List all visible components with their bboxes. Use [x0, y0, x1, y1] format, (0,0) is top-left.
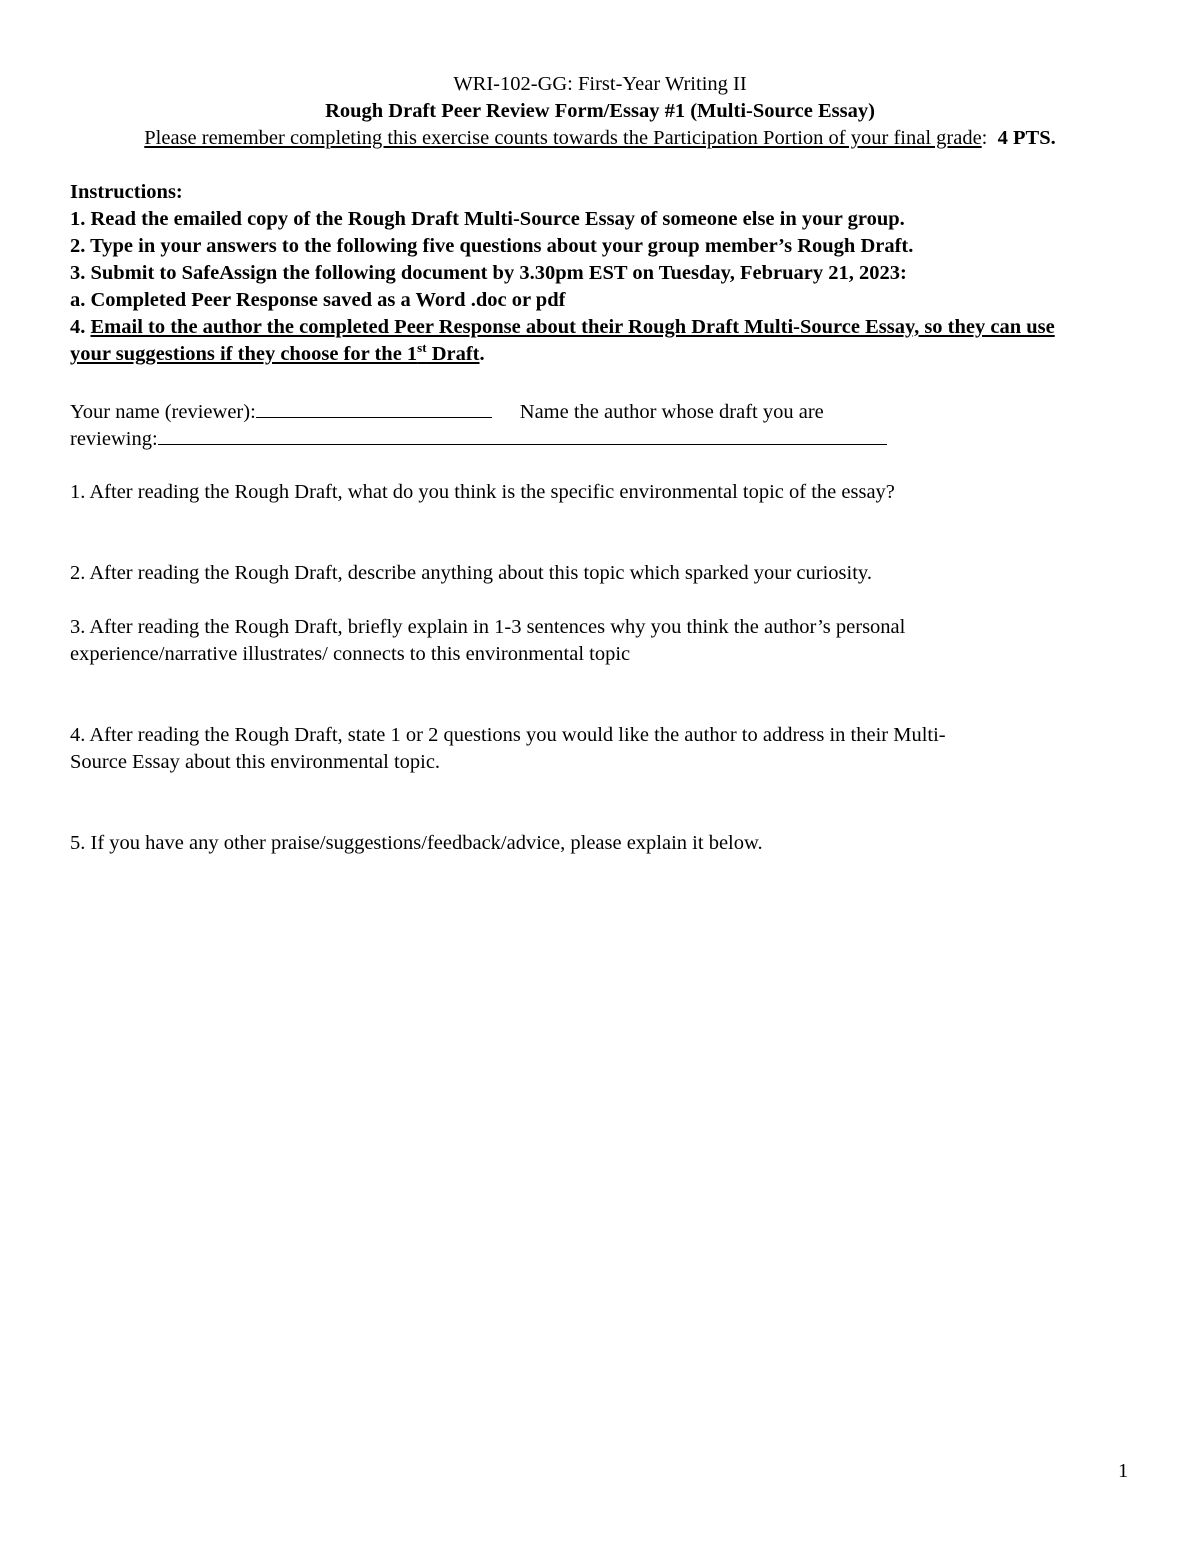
question-2 [70, 560, 1110, 587]
names-row-1 [70, 397, 930, 424]
instruction-item: 1. Read the emailed copy of the Rough Draft Multi-Source Essay of someone else in your group. [70, 208, 905, 230]
instruction-item-email-text [70, 316, 1055, 365]
reviewer-name-field[interactable] [256, 397, 492, 418]
question-5 [70, 830, 1110, 857]
form-title: Rough Draft Peer Review Form/Essay #1 (Multi-Source Essay) [325, 100, 875, 122]
question-2-text: 2. After reading the Rough Draft, describe anything about this topic which sparked your curiosity. [70, 562, 872, 584]
question-3-text-line-1: 3. After reading the Rough Draft, briefly explain in 1-3 sentences why you think the author’s personal [70, 616, 906, 638]
author-label-continued: reviewing: [70, 428, 158, 450]
question-4 [70, 722, 1110, 776]
question-4-text-line-1: 4. After reading the Rough Draft, state 1 or 2 questions you would like the author to address in their Multi- [70, 724, 946, 746]
author-label: Name the author whose draft you are [519, 401, 824, 423]
instruction-item-email-text-b: Draft [426, 343, 480, 365]
instruction-item-email-text-a: Email to the author the completed Peer Response about their Rough Draft Multi-Source Essay, so they can use your suggestions if they choose for the 1 [70, 316, 1055, 365]
reviewer-label: Your name (reviewer): [70, 401, 256, 423]
question-1-text: 1. After reading the Rough Draft, what do you think is the specific environmental topic of the essay? [70, 481, 895, 503]
points-value: 4 PTS. [997, 127, 1056, 149]
participation-note [0, 125, 1200, 152]
question-3-text-line-2: experience/narrative illustrates/ connects to this environmental topic [70, 643, 631, 665]
instructions-section [70, 179, 1130, 368]
instruction-item: a. Completed Peer Response saved as a Word .doc or pdf [70, 289, 566, 311]
document-header [0, 71, 1200, 152]
instruction-item-email-period: . [479, 343, 485, 365]
names-section [70, 397, 930, 451]
participation-note-text: Please remember completing this exercise counts towards the Participation Portion of your final grade [144, 127, 982, 149]
question-5-text: 5. If you have any other praise/suggestions/feedback/advice, please explain it below. [70, 832, 763, 854]
question-3 [70, 614, 1110, 668]
page-number: 1 [1118, 1460, 1129, 1482]
names-row-2 [70, 424, 930, 451]
ordinal-superscript: st [417, 340, 427, 356]
instruction-item-email-number: 4. [70, 316, 91, 338]
question-4-text-line-2: Source Essay about this environmental topic. [70, 751, 441, 773]
participation-note-colon: : [981, 127, 988, 149]
instructions-heading: Instructions: [70, 181, 183, 203]
instruction-item: 3. Submit to SafeAssign the following document by 3.30pm EST on Tuesday, February 21, 2023: [70, 262, 907, 284]
author-name-field[interactable] [158, 424, 887, 445]
question-1 [70, 479, 1110, 506]
instruction-item: 2. Type in your answers to the following five questions about your group member’s Rough Draft. [70, 235, 914, 257]
course-title: WRI-102-GG: First-Year Writing II [453, 73, 747, 95]
instruction-item-email [70, 314, 1100, 368]
